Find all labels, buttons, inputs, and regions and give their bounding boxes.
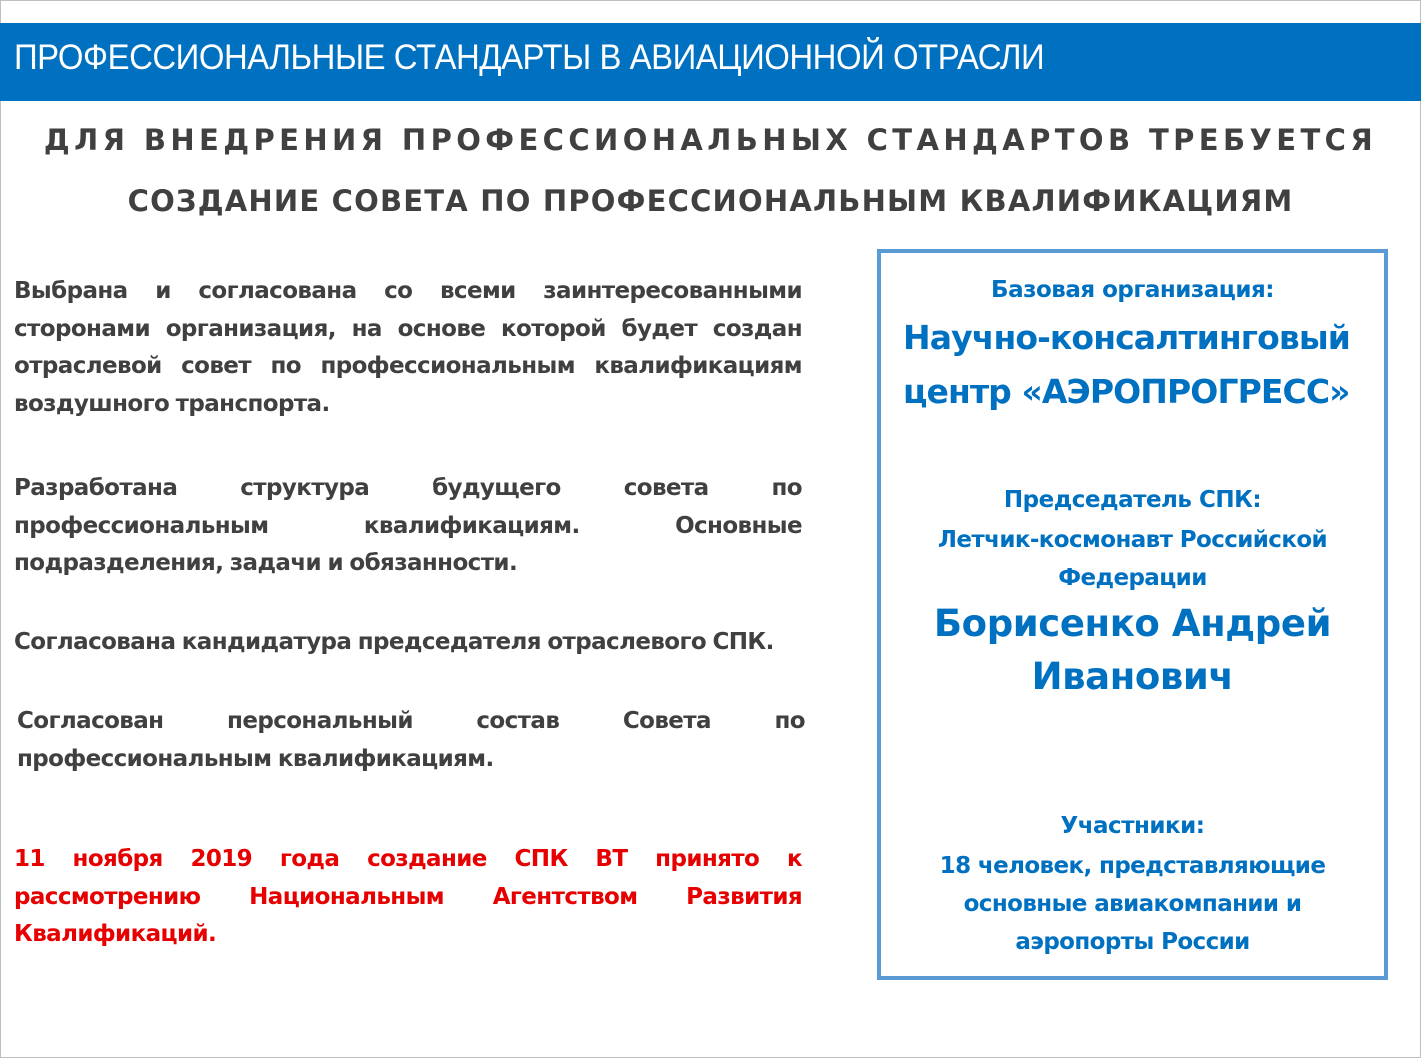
members-description [881, 847, 1384, 961]
subtitle-line-2: СОЗДАНИЕ СОВЕТА ПО ПРОФЕССИОНАЛЬНЫМ КВАЛИФИКАЦИЯМ [127, 184, 1294, 218]
slide-title: ПРОФЕССИОНАЛЬНЫЕ СТАНДАРТЫ В АВИАЦИОННОЙ ОТРАСЛИ [14, 38, 1045, 77]
chairman-label: Председатель СПК: [1003, 487, 1262, 513]
members-label: Участники: [1060, 813, 1205, 839]
base-organization-name-line-1: Научно-консалтинговый [903, 318, 1350, 357]
subtitle-line-1: ДЛЯ ВНЕДРЕНИЯ ПРОФЕССИОНАЛЬНЫХ СТАНДАРТОВ ТРЕБУЕТСЯ [43, 123, 1378, 157]
base-organization-name [903, 311, 1383, 419]
chairman-title [881, 521, 1384, 597]
members-line-2: основные авиакомпании и [963, 891, 1302, 917]
paragraph-nark-acceptance: 11 ноября 2019 года создание СПК ВТ принято к рассмотрению Национальным Агентством Развития Квалификаций. [14, 846, 802, 947]
paragraph-structure-developed: Разработана структура будущего совета по профессиональным квалификациям. Основные подразделения, задачи и обязанности. [14, 475, 802, 576]
chairman-title-line-2: Федерации [1058, 565, 1207, 591]
paragraph-organization-selected: Выбрана и согласована со всеми заинтересованными сторонами организация, на основе которой будет создан отраслевой совет по профессиональным квалификациям воздушного транспорта. [14, 278, 802, 417]
members-line-1: 18 человек, представляющие [939, 853, 1326, 879]
members-line-3: аэропорты России [1015, 929, 1250, 955]
chairman-title-line-1: Летчик-космонавт Российской [937, 527, 1328, 553]
paragraph-chairman-approved: Согласована кандидатура председателя отраслевого СПК. [14, 629, 774, 655]
info-box [877, 249, 1388, 980]
base-organization-name-line-2: центр «АЭРОПРОГРЕСС» [903, 372, 1350, 411]
paragraph-composition-approved: Согласован персональный состав Совета по профессиональным квалификациям. [17, 708, 805, 772]
chairman-name [881, 597, 1384, 703]
chairman-name-line-2: Иванович [1031, 655, 1234, 698]
chairman-name-line-1: Борисенко Андрей [933, 602, 1332, 645]
base-organization-label: Базовая организация: [991, 277, 1274, 303]
